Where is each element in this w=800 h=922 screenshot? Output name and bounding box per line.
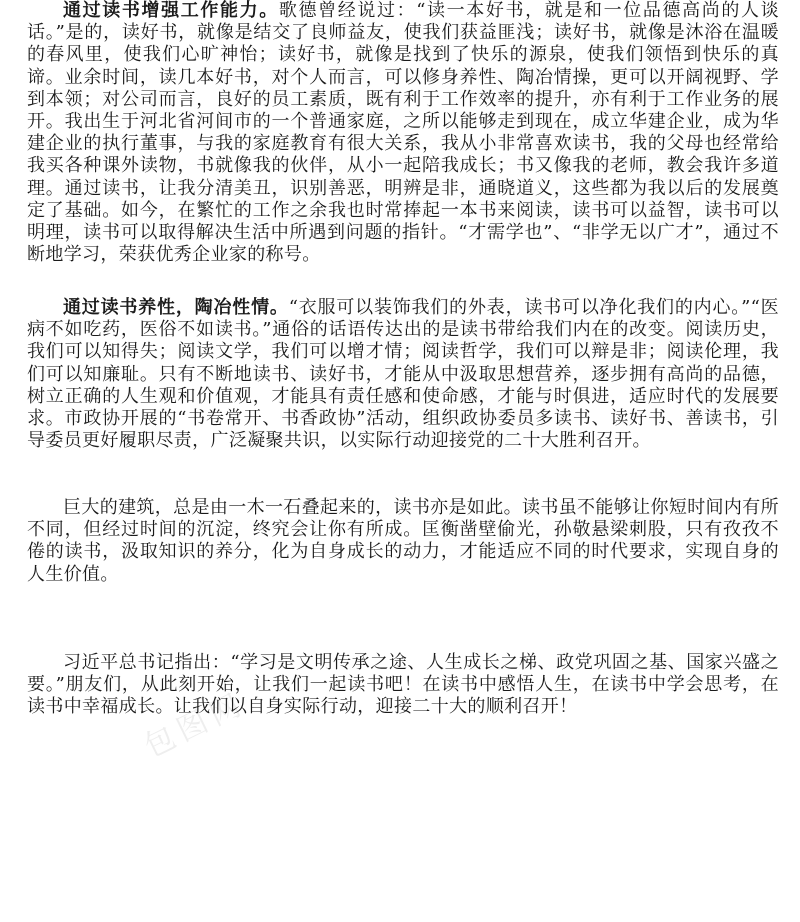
paragraph-reading-cultivation xyxy=(27,297,779,452)
paragraph-building-metaphor xyxy=(27,497,779,586)
paragraph-reading-work-ability xyxy=(27,0,779,266)
paragraph-closing-call xyxy=(27,652,779,719)
watermark: 包图网 xyxy=(139,685,252,765)
paragraph-text: 习近平总书记指出：“学习是文明传承之途、人生成长之梯、政党巩固之基、国家兴盛之要。”朋友们，从此刻开始，让我们一起读书吧！在读书中感悟人生，在读书中学会思考，在读书中幸福成长。让我们以自身实际行动，迎接二十大的顺利召开！ xyxy=(27,652,779,718)
paragraph-text: 歌德曾经说过：“读一本好书，就是和一位品德高尚的人谈话。”是的，读好书，就像是结交了良师益友，使我们获益匪浅；读好书，就像是沐浴在温暖的春风里，使我们心旷神怡；读好书，就像是找到了快乐的源泉，使我们领悟到快乐的真谛。业余时间，读几本好书，对个人而言，可以修身养性、陶冶情操，更可以开阔视野、学到本领；对公司而言，良好的员工素质，既有利于工作效率的提升，亦有利于工作业务的展开。我出生于河北省河间市的一个普通家庭，之所以能够走到现在，成立华建企业，成为华建企业的执行董事，与我的家庭教育有很大关系，我从小非常喜欢读书，我的父母也经常给我买各种课外读物，书就像我的伙伴，从小一起陪我成长；书又像我的老师，教会我许多道理。通过读书，让我分清美丑，识别善恶，明辨是非，通晓道义，这些都为我以后的发展奠定了基础。如今，在繁忙的工作之余我也时常捧起一本书来阅读，读书可以益智，读书可以明理，读书可以取得解决生活中所遇到问题的指针。“才需学也”、“非学无以广才”，通过不断地学习，荣获优秀企业家的称号。 xyxy=(27,0,779,266)
paragraph-lead-heading: 通过读书养性，陶冶性情。 xyxy=(63,297,289,318)
paragraph-lead-heading: 通过读书增强工作能力。 xyxy=(63,0,279,21)
paragraph-text: “衣服可以装饰我们的外表，读书可以净化我们的内心。”“医病不如吃药，医俗不如读书。”通俗的话语传达出的是读书带给我们内在的改变。阅读历史，我们可以知得失；阅读文学，我们可以增才情；阅读哲学，我们可以辩是非；阅读伦理，我们可以知廉耻。只有不断地读书、读好书，才能从中汲取思想营养，逐步拥有高尚的品德，树立正确的人生观和价值观，才能具有责任感和使命感，才能与时俱进，适应时代的发展要求。市政协开展的“书卷常开、书香政协”活动，组织政协委员多读书、读好书、善读书，引导委员更好履职尽责，广泛凝聚共识，以实际行动迎接党的二十大胜利召开。 xyxy=(27,297,780,452)
paragraph-text: 巨大的建筑，总是由一木一石叠起来的，读书亦是如此。读书虽不能够让你短时间内有所不同，但经过时间的沉淀，终究会让你有所成。匡衡凿壁偷光，孙敬悬梁刺股，只有孜孜不倦的读书，汲取知识的养分，化为自身成长的动力，才能适应不同的时代要求，实现自身的人生价值。 xyxy=(27,497,779,585)
